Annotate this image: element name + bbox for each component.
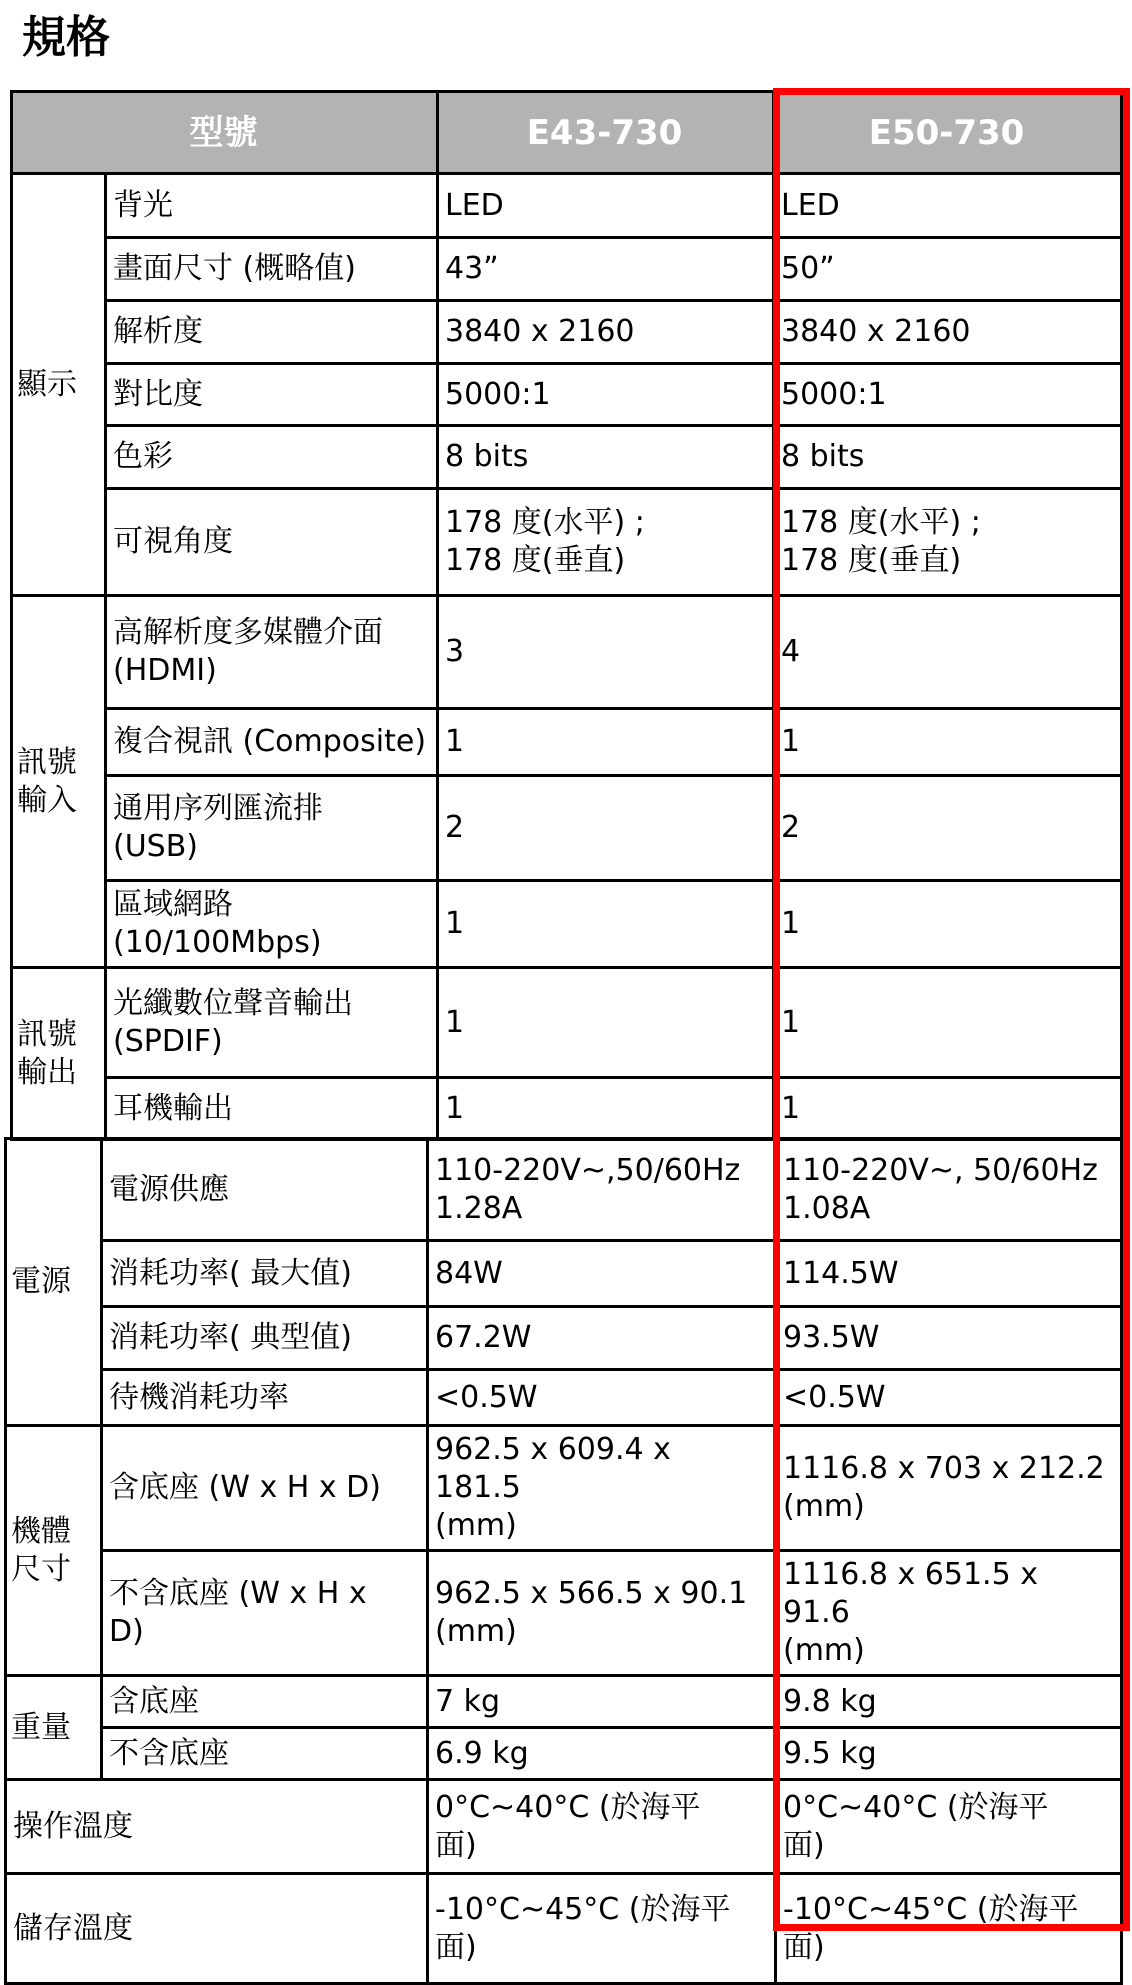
spec-label: 消耗功率( 最大值): [102, 1241, 428, 1307]
spec-value-e43: 1: [438, 881, 774, 968]
spec-value-e43: 67.2W: [428, 1307, 776, 1370]
table-row: [12, 364, 1122, 426]
spec-value-e50: 4: [774, 596, 1122, 709]
table-row: [12, 881, 1122, 968]
spec-label: 複合視訊 (Composite): [106, 709, 438, 776]
spec-label: 通用序列匯流排 (USB): [106, 776, 438, 881]
spec-label: 不含底座: [102, 1728, 428, 1780]
spec-value-e50: 93.5W: [776, 1307, 1122, 1370]
spec-value-e43: 1: [438, 1078, 774, 1140]
table-row: [12, 1078, 1122, 1140]
spec-value-e43: 962.5 x 566.5 x 90.1 (mm): [428, 1551, 776, 1676]
spec-value-e50: 1116.8 x 703 x 212.2 (mm): [776, 1426, 1122, 1551]
spec-value-e50: <0.5W: [776, 1370, 1122, 1426]
table-row: [6, 1780, 1122, 1874]
spec-value-e43: <0.5W: [428, 1370, 776, 1426]
spec-value-e50: 5000:1: [774, 364, 1122, 426]
category-dimensions: 機體 尺寸: [6, 1426, 102, 1676]
category-signal-input: 訊號 輸入: [12, 596, 106, 968]
spec-value-e50: 1116.8 x 651.5 x 91.6 (mm): [776, 1551, 1122, 1676]
spec-value-e50: 3840 x 2160: [774, 301, 1122, 364]
table-row: [12, 426, 1122, 489]
spec-label: 含底座: [102, 1676, 428, 1728]
table-row: [12, 709, 1122, 776]
spec-value-e50: 1: [774, 968, 1122, 1078]
table-row: [12, 301, 1122, 364]
spec-label: 待機消耗功率: [102, 1370, 428, 1426]
spec-label: 區域網路 (10/100Mbps): [106, 881, 438, 968]
spec-label: 光纖數位聲音輸出 (SPDIF): [106, 968, 438, 1078]
category-display: 顯示: [12, 174, 106, 596]
spec-table-top: [10, 90, 1123, 1141]
spec-label: 背光: [106, 174, 438, 238]
category-weight: 重量: [6, 1676, 102, 1780]
spec-label: 對比度: [106, 364, 438, 426]
spec-label: 解析度: [106, 301, 438, 364]
spec-value-e43: 7 kg: [428, 1676, 776, 1728]
spec-value-e43: LED: [438, 174, 774, 238]
table-row: [12, 776, 1122, 881]
category-signal-output: 訊號 輸出: [12, 968, 106, 1140]
table-row: [6, 1874, 1122, 1984]
spec-table-bottom: [4, 1137, 1123, 1985]
spec-value-e43: 6.9 kg: [428, 1728, 776, 1780]
table-row: [12, 489, 1122, 596]
spec-value-e50: 1: [774, 881, 1122, 968]
spec-value-e43: 1: [438, 709, 774, 776]
table-row: [6, 1426, 1122, 1551]
spec-value-e43: 3: [438, 596, 774, 709]
spec-value-e43: 178 度(水平) ; 178 度(垂直): [438, 489, 774, 596]
category-power: 電源: [6, 1139, 102, 1426]
spec-value-e43: 8 bits: [438, 426, 774, 489]
table-row: [12, 174, 1122, 238]
spec-label: 含底座 (W x H x D): [102, 1426, 428, 1551]
table-row: [6, 1139, 1122, 1241]
spec-value-e50: 8 bits: [774, 426, 1122, 489]
table-row: [6, 1241, 1122, 1307]
spec-value-e43: 1: [438, 968, 774, 1078]
page-title: 規格: [22, 12, 110, 63]
spec-value-e50: 178 度(水平) ; 178 度(垂直): [774, 489, 1122, 596]
table-row: [6, 1370, 1122, 1426]
spec-label: 可視角度: [106, 489, 438, 596]
spec-value-e50: 1: [774, 709, 1122, 776]
spec-label: 電源供應: [102, 1139, 428, 1241]
spec-value-e50: LED: [774, 174, 1122, 238]
table-row: [6, 1728, 1122, 1780]
spec-value-e43: 110-220V~,50/60Hz 1.28A: [428, 1139, 776, 1241]
spec-label: 高解析度多媒體介面 (HDMI): [106, 596, 438, 709]
table-row: [6, 1307, 1122, 1370]
spec-value-e50: 9.5 kg: [776, 1728, 1122, 1780]
spec-value-e50: 1: [774, 1078, 1122, 1140]
spec-value-e50: 2: [774, 776, 1122, 881]
spec-value-e43: -10°C~45°C (於海平 面): [428, 1874, 776, 1984]
table-row: [6, 1551, 1122, 1676]
spec-label-operating-temp: 操作溫度: [6, 1780, 428, 1874]
spec-label: 不含底座 (W x H x D): [102, 1551, 428, 1676]
spec-label: 耳機輸出: [106, 1078, 438, 1140]
spec-value-e43: 43”: [438, 238, 774, 301]
spec-value-e50: 9.8 kg: [776, 1676, 1122, 1728]
spec-value-e50: 0°C~40°C (於海平 面): [776, 1780, 1122, 1874]
spec-label: 色彩: [106, 426, 438, 489]
spec-value-e50: -10°C~45°C (於海平 面): [776, 1874, 1122, 1984]
spec-value-e43: 5000:1: [438, 364, 774, 426]
model-header: 型號: [12, 92, 438, 174]
spec-value-e50: 50”: [774, 238, 1122, 301]
model-e50-header: E50-730: [774, 92, 1122, 174]
spec-label-storage-temp: 儲存溫度: [6, 1874, 428, 1984]
spec-label: 消耗功率( 典型值): [102, 1307, 428, 1370]
spec-value-e43: 84W: [428, 1241, 776, 1307]
table-row: [12, 596, 1122, 709]
table-row: [6, 1676, 1122, 1728]
spec-value-e50: 114.5W: [776, 1241, 1122, 1307]
table-row: [12, 238, 1122, 301]
spec-value-e43: 2: [438, 776, 774, 881]
spec-value-e43: 0°C~40°C (於海平 面): [428, 1780, 776, 1874]
table-header-row: [12, 92, 1122, 174]
spec-value-e50: 110-220V~, 50/60Hz 1.08A: [776, 1139, 1122, 1241]
spec-label: 畫面尺寸 (概略值): [106, 238, 438, 301]
spec-value-e43: 962.5 x 609.4 x 181.5 (mm): [428, 1426, 776, 1551]
table-row: [12, 968, 1122, 1078]
spec-value-e43: 3840 x 2160: [438, 301, 774, 364]
model-e43-header: E43-730: [438, 92, 774, 174]
